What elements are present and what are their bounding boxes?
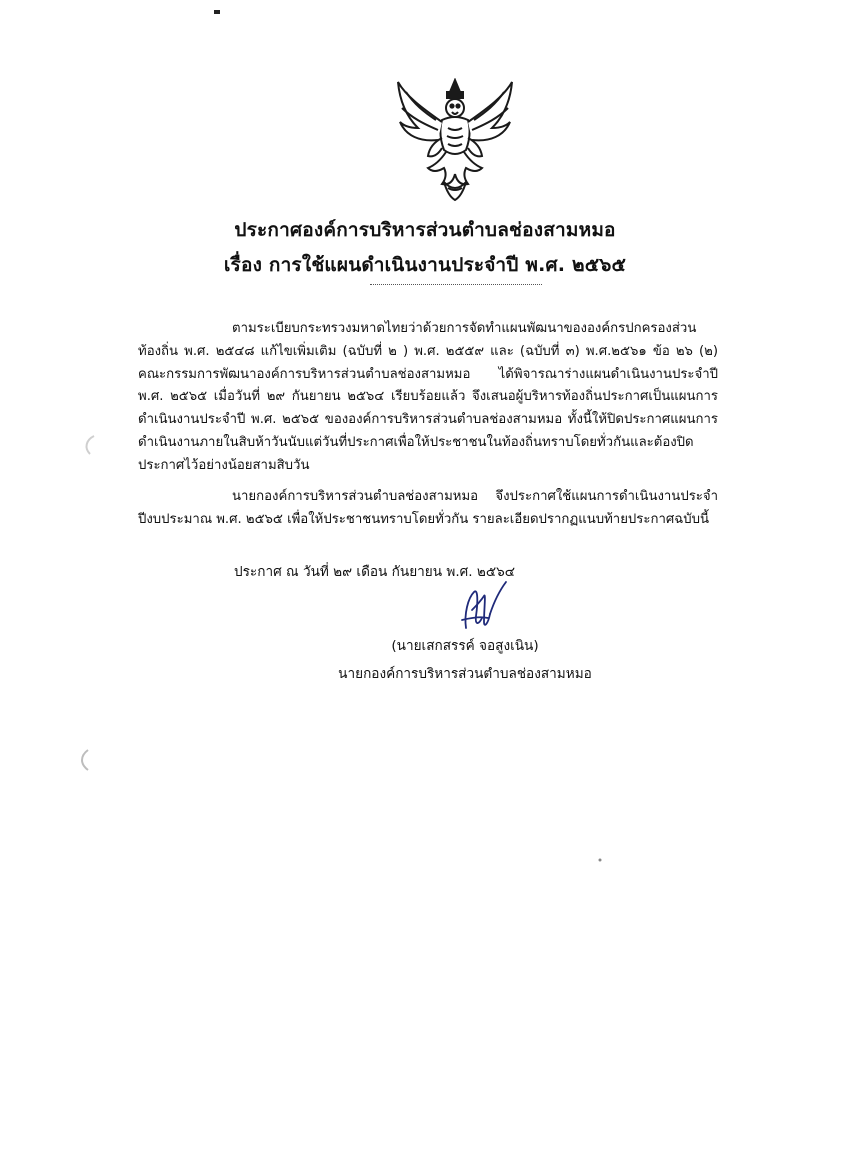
announcement-date-line: ประกาศ ณ วันที่ ๒๙ เดือน กันยายน พ.ศ. ๒๕๖๔ — [234, 564, 516, 580]
garuda-emblem-icon — [392, 78, 518, 204]
signer-name: (นายเสกสรรค์ จอสูงเนิน) — [391, 638, 539, 654]
scan-speck — [598, 858, 602, 862]
scan-speck — [214, 10, 222, 16]
punch-hole-mark — [80, 434, 98, 456]
punch-hole-mark — [74, 748, 94, 772]
announcement-subject: เรื่อง การใช้แผนดำเนินงานประจำปี พ.ศ. ๒๕๖๕ — [223, 254, 627, 276]
body-paragraph-1: ตามระเบียบกระทรวงมหาดไทยว่าด้วยการจัดทำแผนพัฒนาขององค์กรปกครองส่วนท้องถิ่น พ.ศ. ๒๕๔๘ แก้ไขเพิ่มเติม (ฉบับที่ ๒ ) พ.ศ. ๒๕๕๙ และ (ฉบับที่ ๓) พ.ศ.๒๕๖๑ ข้อ ๒๖ (๒) คณะกรรมการพัฒนาองค์การบริหารส่วนตำบลช่องสามหมอ ได้พิจารณาร่างแผนดำเนินงานประจำปี พ.ศ. ๒๕๖๕ เมื่อวันที่ ๒๙ กันยายน ๒๕๖๔ เรียบร้อยแล้ว จึงเสนอผู้บริหารท้องถิ่นประกาศเป็นแผนการดำเนินงานประจำปี พ.ศ. ๒๕๖๕ ขององค์การบริหารส่วนตำบลช่องสามหมอ ทั้งนี้ให้ปิดประกาศแผนการดำเนินงานภายในสิบห้าวันนับแต่วันที่ประกาศเพื่อให้ประชาชนในท้องถิ่นทราบโดยทั่วกันและต้องปิดประกาศไว้อย่างน้อยสามสิบวัน — [138, 321, 718, 473]
announcement-title: ประกาศองค์การบริหารส่วนตำบลช่องสามหมอ — [234, 219, 616, 241]
body-paragraph-2: นายกองค์การบริหารส่วนตำบลช่องสามหมอ จึงประกาศใช้แผนการดำเนินงานประจำปีงบประมาณ พ.ศ. ๒๕๖๕ เพื่อให้ประชาชนทราบโดยทั่วกัน รายละเอียดปรากฏแนบท้ายประกาศฉบับนี้ — [138, 489, 718, 527]
title-divider — [370, 284, 542, 285]
signer-position: นายกองค์การบริหารส่วนตำบลช่องสามหมอ — [338, 666, 592, 682]
handwritten-signature-icon — [454, 580, 510, 634]
